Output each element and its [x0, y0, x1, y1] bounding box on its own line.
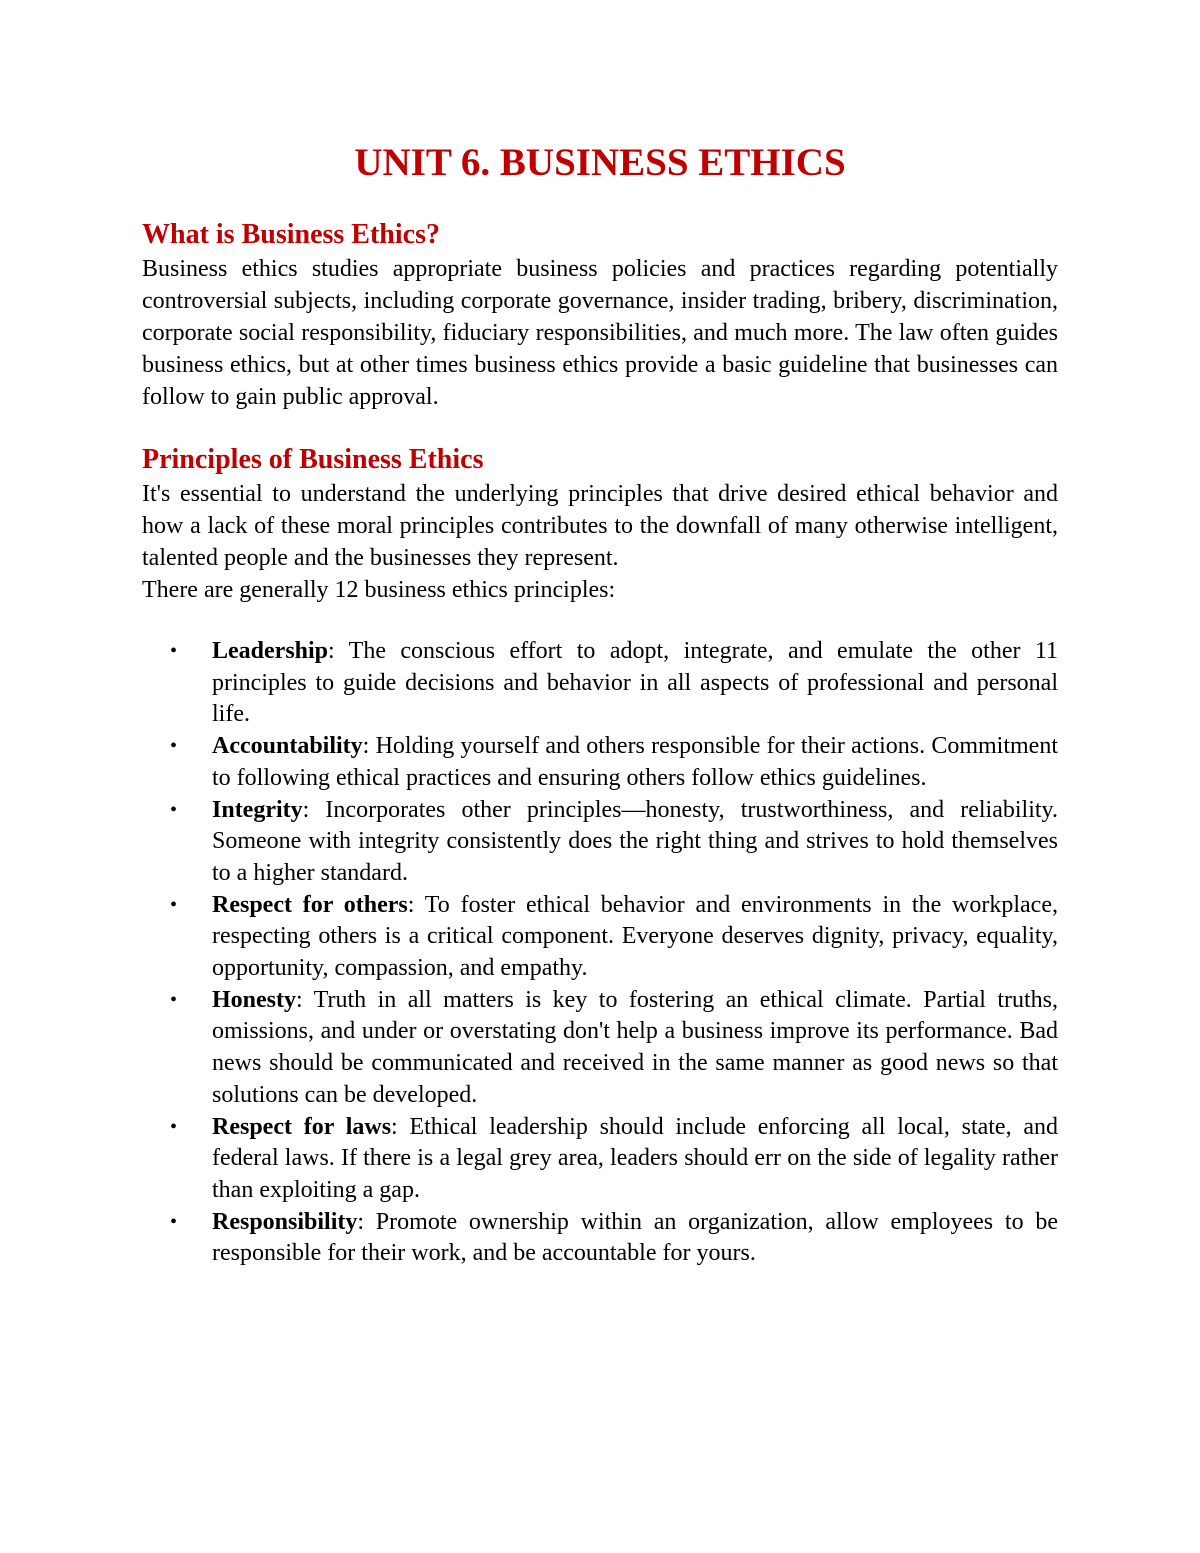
paragraph-what-is-business-ethics: Business ethics studies appropriate business policies and practices regarding potentially controversial subjects, including corporate governance, insider trading, bribery, discrimination, corporate social responsibility, fiduciary responsibilities, and much more. The law often guides business ethics, but at other times business ethics provide a basic guideline that businesses can follow to gain public approval. [142, 256, 1058, 410]
principle-definition: : Promote ownership within an organization, allow employees to be responsible for their work, and be accountable for yours. [212, 1208, 1058, 1267]
principle-term: Responsibility [212, 1208, 358, 1235]
paragraph-principles-intro: It's essential to understand the underlying principles that drive desired ethical behavior and how a lack of these moral principles contributes to the downfall of many otherwise intelligent, talented people and the businesses they represent. [142, 481, 1058, 571]
bullet-icon: • [170, 735, 178, 758]
principle-term: Accountability [212, 733, 363, 760]
document-content [142, 138, 1058, 1270]
principle-term: Integrity [212, 796, 303, 823]
list-item-integrity [142, 795, 1058, 890]
principle-term: Leadership [212, 638, 329, 664]
section-heading-principles: Principles of Business Ethics [142, 444, 484, 475]
section-heading-what-is-business-ethics: What is Business Ethics? [142, 219, 440, 250]
list-item-respect-for-laws [142, 1112, 1058, 1207]
principle-term: Respect for laws [212, 1113, 392, 1140]
list-item-responsibility [142, 1207, 1058, 1270]
list-item-respect-for-others [142, 890, 1058, 985]
list-item-honesty [142, 985, 1058, 1112]
principles-count-statement: There are generally 12 business ethics principles: [142, 577, 616, 603]
document-title: UNIT 6. BUSINESS ETHICS [354, 141, 846, 184]
principle-definition: : Truth in all matters is key to fostering an ethical climate. Partial truths, omissions, and under or overstating don't help a business improve its performance. Bad news should be communicated and received in the same manner as good news so that solutions can be developed. [212, 986, 1058, 1108]
bullet-icon: • [170, 988, 178, 1011]
bullet-icon: • [170, 640, 178, 662]
bullet-icon: • [170, 798, 178, 821]
principle-definition: : Incorporates other principles—honesty, trustworthiness, and reliability. Someone with integrity consistently does the right thing and strives to hold themselves to a higher standard. [212, 796, 1058, 886]
list-item-accountability [142, 731, 1058, 794]
principles-list [142, 636, 1058, 1270]
principle-definition: : The conscious effort to adopt, integrate, and emulate the other 11 principles to guide decisions and behavior in all aspects of professional and personal life. [212, 638, 1058, 728]
principle-definition: : Holding yourself and others responsible for their actions. Commitment to following ethical practices and ensuring others follow ethics guidelines. [212, 733, 1058, 791]
bullet-icon: • [170, 1210, 178, 1233]
principle-term: Respect for others [212, 891, 408, 918]
bullet-icon: • [170, 893, 178, 916]
bullet-icon: • [170, 1115, 178, 1138]
principle-definition: : Ethical leadership should include enforcing all local, state, and federal laws. If there is a legal grey area, leaders should err on the side of legality rather than exploiting a gap. [212, 1113, 1058, 1203]
principle-term: Honesty [212, 986, 296, 1013]
list-item-leadership [142, 636, 1058, 731]
principle-definition: : To foster ethical behavior and environments in the workplace, respecting others is a critical component. Everyone deserves dignity, privacy, equality, opportunity, compassion, and empathy. [212, 891, 1058, 982]
